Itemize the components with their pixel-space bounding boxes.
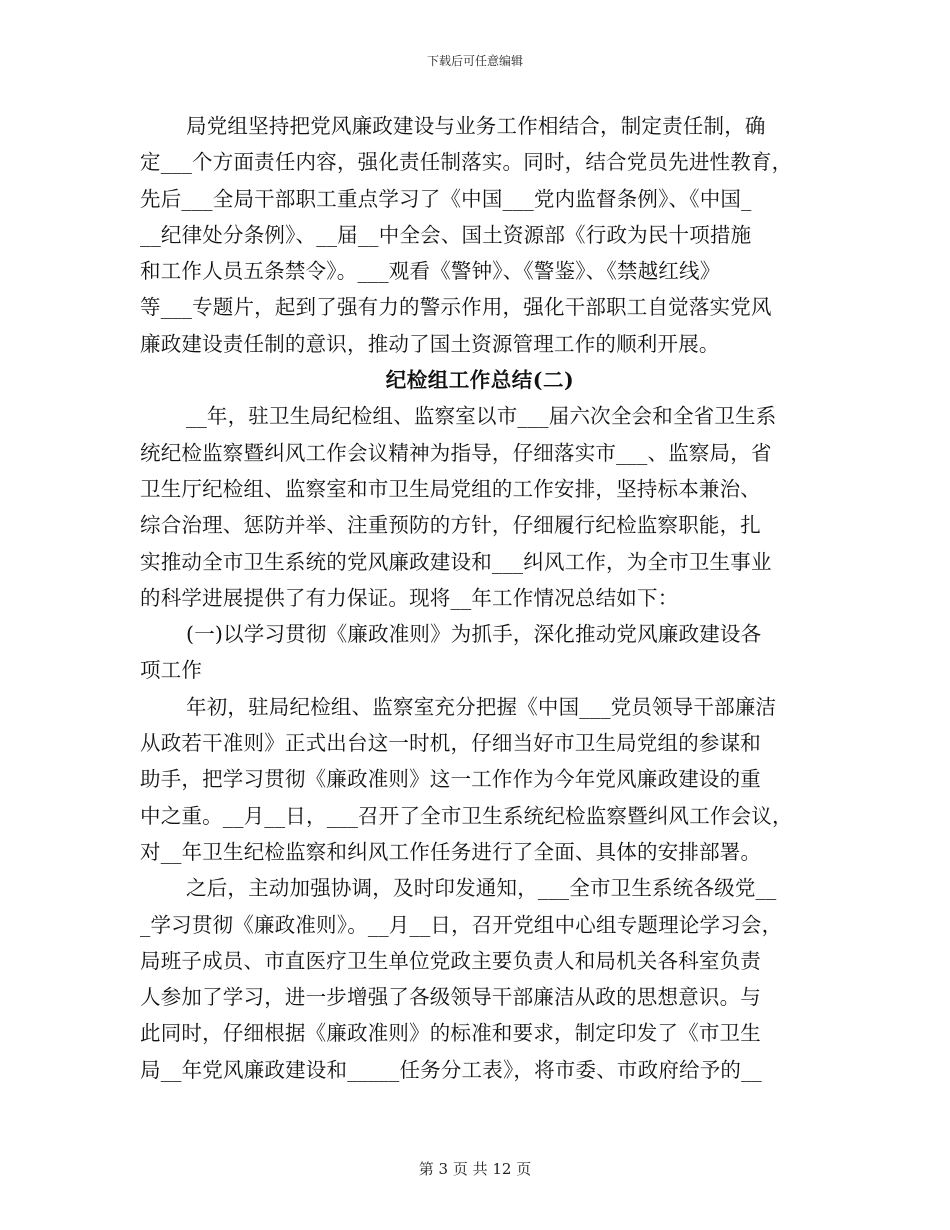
subsection-heading-line: 项工作 bbox=[140, 658, 203, 683]
paragraph-line: 廉政建设责任制的意识，推动了国土资源管理工作的顺利开展。 bbox=[140, 331, 720, 356]
paragraph-line: 局__年党风廉政建设和_____任务分工表》，将市委、市政府给予的__ bbox=[140, 1057, 762, 1082]
section-title: 纪检组工作总结(二) bbox=[385, 368, 575, 393]
paragraph-line: 统纪检监察暨纠风工作会议精神为指导，仔细落实市___、监察局，省 bbox=[140, 440, 772, 465]
paragraph-line: 局班子成员、市直医疗卫生单位党政主要负责人和局机关各科室负责 bbox=[140, 948, 761, 973]
paragraph-line: __年，驻卫生局纪检组、监察室以市___届六次全会和全省卫生系 bbox=[186, 404, 777, 429]
paragraph-line: 综合治理、惩防并举、注重预防的方针，仔细履行纪检监察职能，扎 bbox=[140, 513, 761, 538]
paragraph-line: 卫生厅纪检组、监察室和市卫生局党组的工作安排，坚持标本兼治、 bbox=[140, 476, 761, 501]
paragraph-line: 的科学进展提供了有力保证。现将__年工作情况总结如下： bbox=[140, 585, 679, 610]
page-number: 第 3 页 共 12 页 bbox=[418, 1160, 532, 1178]
paragraph-line: _学习贯彻《廉政准则》。__月__日，召开党组中心组专题理论学习会， bbox=[140, 912, 783, 937]
paragraph-line: 先后___全局干部职工重点学习了《中国___党内监督条例》、《中国_ bbox=[140, 186, 752, 211]
paragraph-line: 对__年卫生纪检监察和纠风工作任务进行了全面、具体的安排部署。 bbox=[140, 839, 762, 864]
paragraph-line: 和工作人员五条禁令》。___观看《警钟》、《警鉴》、《禁越红线》 bbox=[140, 259, 721, 284]
paragraph-line: 等___专题片，起到了强有力的警示作用，强化干部职工自觉落实党风 bbox=[140, 295, 772, 320]
paragraph-line: 局党组坚持把党风廉政建设与业务工作相结合，制定责任制，确 bbox=[186, 114, 766, 138]
paragraph-line: 实推动全市卫生系统的党风廉政建设和___纠风工作，为全市卫生事业 bbox=[140, 549, 772, 574]
paragraph-line: 助手，把学习贯彻《廉政准则》这一工作作为今年党风廉政建设的重 bbox=[140, 767, 761, 792]
paragraph-line: 人参加了学习，进一步增强了各级领导干部廉洁从政的思想意识。与 bbox=[140, 985, 761, 1010]
subsection-heading-line: (一)以学习贯彻《廉政准则》为抓手，深化推动党风廉政建设各 bbox=[186, 622, 762, 647]
paragraph-line: 从政若干准则》正式出台这一时机，仔细当好市卫生局党组的参谋和 bbox=[140, 731, 761, 756]
paragraph-line: 之后，主动加强协调，及时印发通知，___全市卫生系统各级党__ bbox=[186, 876, 777, 901]
paragraph-line: 定___个方面责任内容，强化责任制落实。同时，结合党员先进性教育， bbox=[140, 150, 793, 175]
page-header-note: 下载后可任意编辑 bbox=[426, 54, 523, 68]
paragraph-line: 年初，驻局纪检组、监察室充分把握《中国___党员领导干部廉洁 bbox=[186, 694, 777, 719]
paragraph-line: __纪律处分条例》、__届__中全会、国土资源部《行政为民十项措施 bbox=[140, 222, 752, 247]
paragraph-line: 此同时，仔细根据《廉政准则》的标准和要求，制定印发了《市卫生 bbox=[140, 1021, 761, 1046]
document-body bbox=[140, 108, 820, 1088]
paragraph-line: 中之重。__月__日，___召开了全市卫生系统纪检监察暨纠风工作会议， bbox=[140, 803, 793, 828]
